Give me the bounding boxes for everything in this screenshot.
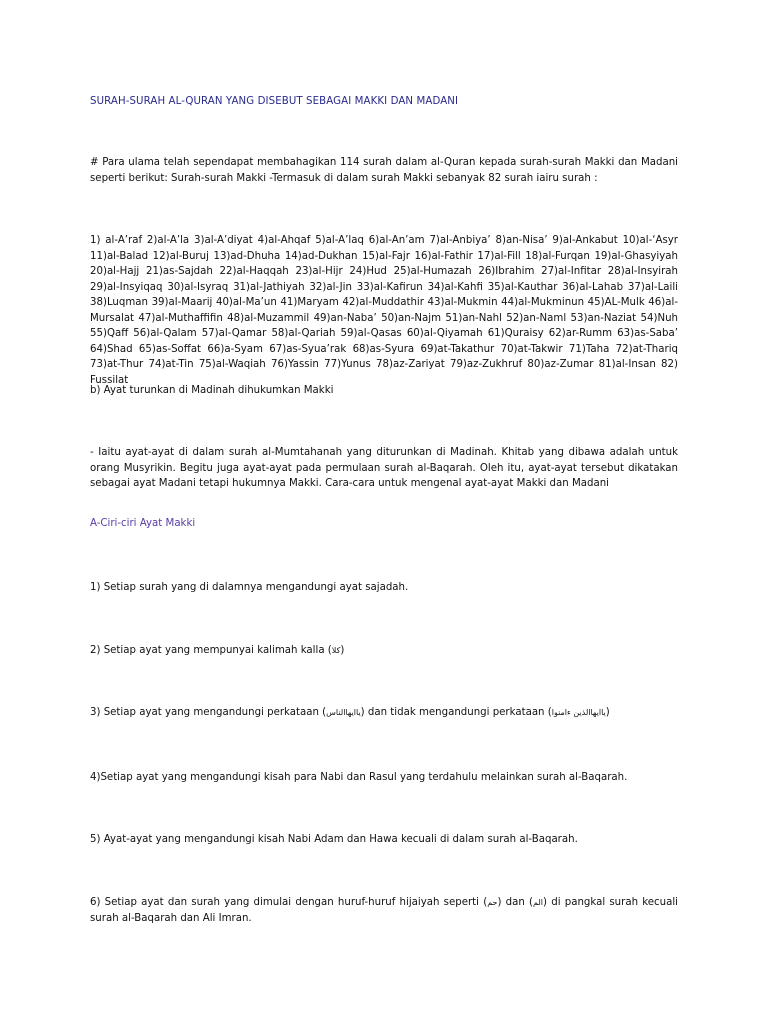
document-title: SURAH-SURAH AL-QURAN YANG DISEBUT SEBAGAI MAKKI DAN MADANI (90, 96, 459, 107)
makki-criterion-1: 1) Setiap surah yang di dalamnya mengandungi ayat sajadah. (90, 582, 409, 593)
makki-criterion-3: 3) Setiap ayat yang mengandungi perkataan (ياايهاالناس) dan tidak mengandungi perkataan (ياايهاالذين ءامنوا) (90, 707, 610, 718)
intro-paragraph: # Para ulama telah sependapat membahagikan 114 surah dalam al-Quran kepada surah-surah Makki dan Madani seperti berikut: Surah-surah Makki -Termasuk di dalam surah Makki sebanyak 82 surah iairu surah : (90, 157, 678, 184)
arabic-alif-lam-mim: الم (533, 898, 544, 907)
arabic-ya-ayyuhalladzina-amanu: ياايهاالذين ءامنوا (551, 708, 606, 717)
makki-criterion-2: 2) Setiap ayat yang mempunyai kalimah kalla (كلا) (90, 645, 345, 656)
point-b: b) Ayat turunkan di Madinah dihukumkan Makki (90, 385, 334, 396)
makki-criterion-5: 5) Ayat-ayat yang mengandungi kisah Nabi Adam dan Hawa kecuali di dalam surah al-Baqarah. (90, 834, 578, 845)
makki-criterion-4: 4)Setiap ayat yang mengandungi kisah para Nabi dan Rasul yang terdahulu melainkan surah al-Baqarah. (90, 772, 628, 783)
arabic-kalla: كلا (331, 646, 341, 655)
makki-criterion-6: 6) Setiap ayat dan surah yang dimulai dengan huruf-huruf hijaiyah seperti (حم) dan (الم) di pangkal surah kecuali surah al-Baqarah dan Ali Imran. (90, 897, 679, 924)
explanation-paragraph: - Iaitu ayat-ayat di dalam surah al-Mumtahanah yang diturunkan di Madinah. Khitab yang dibawa adalah untuk orang Musyrikin. Begitu juga ayat-ayat pada permulaan surah al-Baqarah. Oleh itu, ayat-ayat tersebut dikatakan sebagai ayat Madani tetapi hukumnya Makki. Cara-cara untuk mengenal ayat-ayat Makki dan Madani (90, 447, 678, 489)
arabic-ha-mim: حم (487, 898, 498, 907)
arabic-ya-ayyuhan-nas: ياايهاالناس (326, 708, 361, 717)
section-a-title: A-Ciri-ciri Ayat Makki (90, 518, 196, 529)
makki-surah-list: 1) al-A’raf 2)al-A’la 3)al-A’diyat 4)al-Ahqaf 5)al-A’laq 6)al-An’am 7)al-Anbiya’ 8)an-Nisa’ 9)al-Ankabut 10)al-‘Asyr 11)al-Balad 12)al-Buruj 13)ad-Dhuha 14)ad-Dukhan 15)al-Fajr 16)al-Fathir 17)al-Fill 18)al-Furqan 19)al-Ghasyiyah 20)al-Hajj 21)as-Sajdah 22)al-Haqqah 23)al-Hijr 24)Hud 25)al-Humazah 26)Ibrahim 27)al-Infitar 28)al-Insyirah 29)al-Insyiqaq 30)al-Isyraq 31)al-Jathiyah 32)al-Jin 33)al-Kafirun 34)al-Kahfi 35)al-Kauthar 36)al-Lahab 37)al-Laili 38)Luqman 39)al-Maarij 40)al-Ma’un 41)Maryam 42)al-Muddathir 43)al-Mukmin 44)al-Mukminun 45)AL-Mulk 46)al-Mursalat 47)al-Muthaffifin 48)al-Muzammil 49)an-Naba’ 50)an-Najm 51)an-Nahl 52)an-Naml 53)an-Naziat 54)Nuh 55)Qaff 56)al-Qalam 57)al-Qamar 58)al-Qariah 59)al-Qasas 60)al-Qiyamah 61)Quraisy 62)ar-Rumm 63)as-Saba’ 64)Shad 65)as-Soffat 66)a-Syam 67)as-Syua’rak 68)as-Syura 69)at-Takathur 70)at-Takwir 71)Taha 72)at-Thariq 73)at-Thur 74)at-Tin 75)al-Waqiah 76)Yassin 77)Yunus 78)az-Zariyat 79)az-Zukhruf 80)az-Zumar 81)al-Insan 82) Fussilat (90, 235, 678, 386)
